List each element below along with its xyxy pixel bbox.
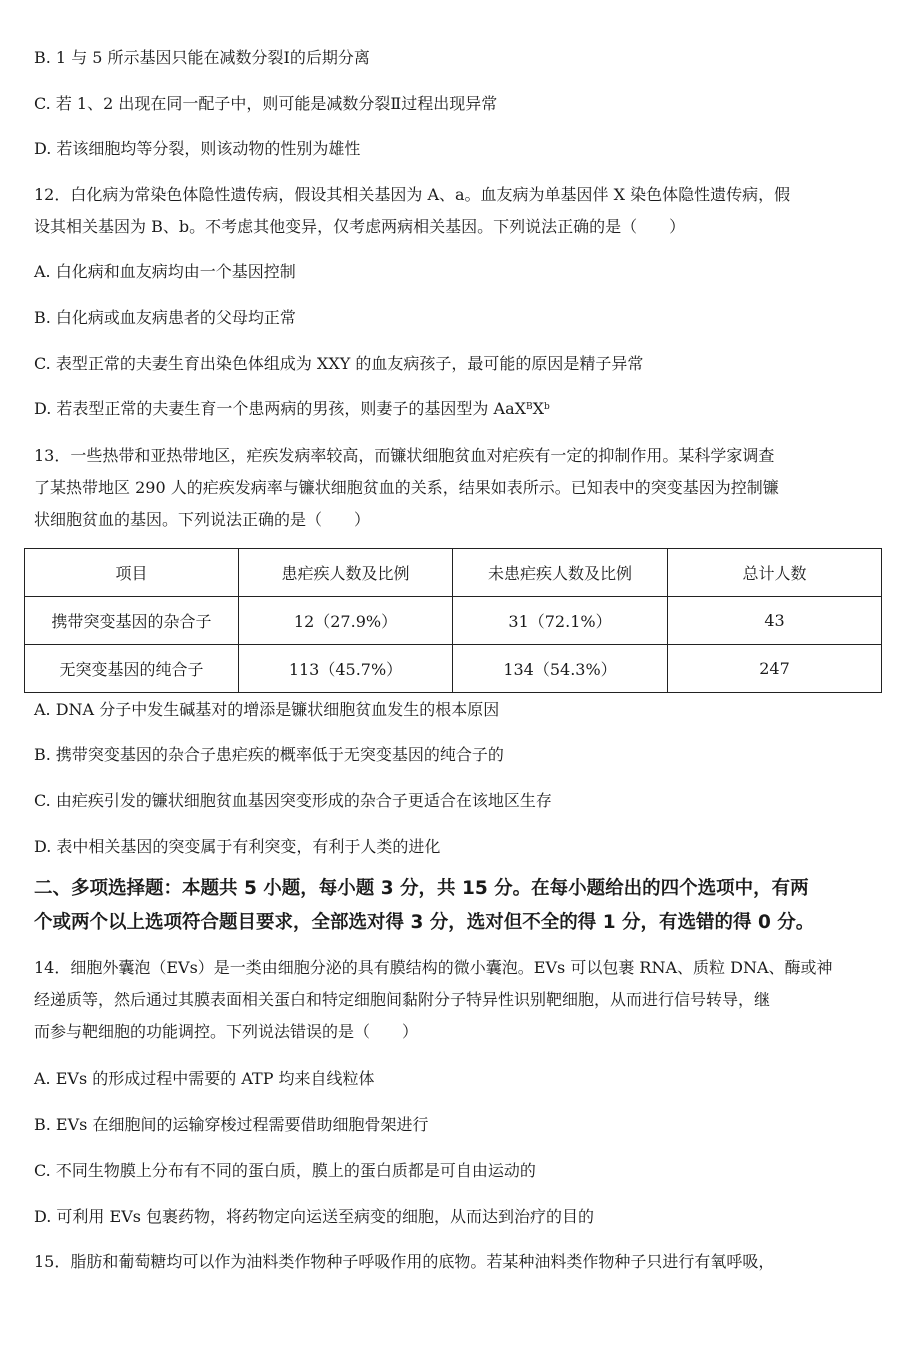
q14-option-a: A. EVs 的形成过程中需要的 ATP 均来自线粒体 — [34, 1069, 375, 1088]
q12-stem-line-1: 12．白化病为常染色体隐性遗传病，假设其相关基因为 A、a。血友病为单基因伴 X 染色体隐性遗传病，假 — [34, 185, 791, 204]
table-header-cell: 项目 — [25, 549, 239, 597]
q11-option-d: D. 若该细胞均等分裂，则该动物的性别为雄性 — [34, 139, 361, 158]
q14-stem-line-1: 14．细胞外囊泡（EVs）是一类由细胞分泌的具有膜结构的微小囊泡。EVs 可以包裹 RNA、质粒 DNA、酶或神 — [34, 958, 833, 977]
table-cell: 无突变基因的纯合子 — [25, 645, 239, 693]
q14-option-c: C. 不同生物膜上分布有不同的蛋白质，膜上的蛋白质都是可自由运动的 — [34, 1161, 536, 1180]
q13-option-a: A. DNA 分子中发生碱基对的增添是镰状细胞贫血发生的根本原因 — [34, 700, 500, 719]
q14-option-d: D. 可利用 EVs 包裹药物，将药物定向运送至病变的细胞，从而达到治疗的目的 — [34, 1207, 595, 1226]
table-row — [25, 645, 882, 693]
table-header-cell: 总计人数 — [668, 549, 882, 597]
q14-stem-line-2: 经递质等，然后通过其膜表面相关蛋白和特定细胞间黏附分子特异性识别靶细胞，从而进行信号转导，继 — [34, 990, 771, 1009]
q12-stem-line-2: 设其相关基因为 B、b。不考虑其他变异，仅考虑两病相关基因。下列说法正确的是（ ） — [34, 217, 686, 236]
q11-option-c: C. 若 1、2 出现在同一配子中，则可能是减数分裂Ⅱ过程出现异常 — [34, 94, 498, 113]
q12-option-d — [34, 399, 876, 419]
q14-stem-line-3: 而参与靶细胞的功能调控。下列说法错误的是（ ） — [34, 1022, 419, 1041]
q12-option-c: C. 表型正常的夫妻生育出染色体组成为 XXY 的血友病孩子，最可能的原因是精子异常 — [34, 354, 644, 373]
q12-option-d-x: X — [532, 399, 545, 418]
table-header-cell: 未患疟疾人数及比例 — [453, 549, 668, 597]
q13-stem-line-3: 状细胞贫血的基因。下列说法正确的是（ ） — [34, 510, 371, 529]
section-heading-line-1: 二、多项选择题：本题共 5 小题，每小题 3 分，共 15 分。在每小题给出的四个选项中，有两 — [34, 878, 809, 899]
section-heading-line-2: 个或两个以上选项符合题目要求，全部选对得 3 分，选对但不全的得 1 分，有选错的得 0 分。 — [34, 912, 815, 933]
q15-stem-line-1: 15．脂肪和葡萄糖均可以作为油料类作物种子呼吸作用的底物。若某种油料类作物种子只进行有氧呼吸， — [34, 1252, 775, 1271]
q13-option-d: D. 表中相关基因的突变属于有利突变，有利于人类的进化 — [34, 837, 441, 856]
q13-stem-line-1: 13．一些热带和亚热带地区，疟疾发病率较高，而镰状细胞贫血对疟疾有一定的抑制作用。某科学家调查 — [34, 446, 775, 465]
q13-option-c: C. 由疟疾引发的镰状细胞贫血基因突变形成的杂合子更适合在该地区生存 — [34, 791, 552, 810]
q12-option-d-prefix: D. 若表型正常的夫妻生育一个患两病的男孩，则妻子的基因型为 AaX — [34, 399, 527, 418]
table-row — [25, 597, 882, 645]
table-cell: 134（54.3%） — [453, 645, 668, 693]
q13-option-b: B. 携带突变基因的杂合子患疟疾的概率低于无突变基因的纯合子的 — [34, 745, 504, 764]
table-cell: 携带突变基因的杂合子 — [25, 597, 239, 645]
table-header-cell: 患疟疾人数及比例 — [239, 549, 453, 597]
table-cell: 31（72.1%） — [453, 597, 668, 645]
q12-option-a: A. 白化病和血友病均由一个基因控制 — [34, 262, 296, 281]
q13-data-table — [24, 548, 882, 693]
table-cell: 12（27.9%） — [239, 597, 453, 645]
table-cell: 43 — [668, 597, 882, 645]
table-cell: 247 — [668, 645, 882, 693]
q14-option-b: B. EVs 在细胞间的运输穿梭过程需要借助细胞骨架进行 — [34, 1115, 429, 1134]
q12-option-b: B. 白化病或血友病患者的父母均正常 — [34, 308, 296, 327]
q12-option-d-sup-b: B — [526, 402, 533, 412]
table-cell: 113（45.7%） — [239, 645, 453, 693]
table-header-row — [25, 549, 882, 597]
q13-stem-line-2: 了某热带地区 290 人的疟疾发病率与镰状细胞贫血的关系，结果如表所示。已知表中的突变基因为控制镰 — [34, 478, 779, 497]
q11-option-b: B. 1 与 5 所示基因只能在减数分裂Ⅰ的后期分离 — [34, 48, 370, 67]
q12-option-d-sup-lower-b: b — [544, 402, 550, 412]
